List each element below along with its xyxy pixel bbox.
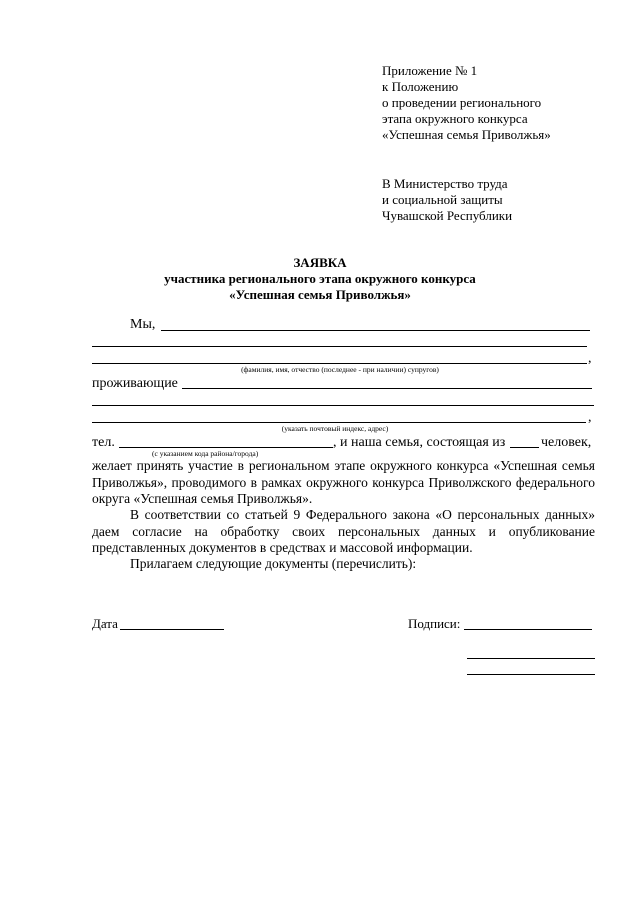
address-field-2[interactable] [92,405,594,406]
documents-paragraph: Прилагаем следующие документы (перечислить): [130,556,417,571]
signature-field-3[interactable] [467,674,595,675]
appendix-line-4: этапа окружного конкурса [382,111,528,126]
address-field-3[interactable] [92,422,586,423]
appendix-line-3: о проведении регионального [382,95,542,110]
persons-text: человек, [541,435,592,450]
appendix-line-1: Приложение № 1 [382,63,478,78]
persons-count-field[interactable] [510,447,539,448]
hint-address: (указать почтовый индекс, адрес) [281,424,389,433]
date-field[interactable] [120,629,224,630]
document-subtitle: участника регионального этапа окружного конкурса [164,271,476,286]
contest-name: «Успешная семья Приволжья» [229,287,411,302]
addressee-line-1: В Министерство труда [382,176,508,191]
residing-label: проживающие [92,376,178,391]
signature-field-2[interactable] [467,658,595,659]
we-label: Мы, [130,317,156,332]
names-field-2[interactable] [92,346,587,347]
signatures-label: Подписи: [408,616,461,631]
tel-label: тел. [92,435,115,450]
participation-paragraph: желает принять участие в региональном этапе окружного конкурса «Успешная семья Приволжья», проводимого в рамках окружного конкурса Приволжского федерального округа «Успешная семья Приволжья». [92,458,595,506]
appendix-line-2: к Положению [382,79,459,94]
family-text: , и наша семья, состоящая из [333,435,506,450]
address-field-1[interactable] [182,388,592,389]
phone-field[interactable] [119,447,333,448]
comma-1: , [588,351,592,366]
appendix-line-5: «Успешная семья Приволжья» [382,127,551,142]
names-field-3[interactable] [92,363,587,364]
names-field-1[interactable] [161,330,590,331]
hint-names: (фамилия, имя, отчество (последнее - при наличии) супругов) [241,365,439,374]
signature-field-1[interactable] [464,629,592,630]
addressee-line-2: и социальной защиты [382,192,503,207]
consent-paragraph: В соответствии со статьей 9 Федерального закона «О персональных данных» даем согласие на обработку своих персональных данных и опубликование представленных документов в средствах и массовой информации. [92,507,595,555]
comma-2: , [588,410,592,425]
hint-phone: (с указанием кода района/города) [152,449,259,458]
document-title: ЗАЯВКА [293,255,347,270]
addressee-line-3: Чувашской Республики [382,208,513,223]
date-label: Дата [92,616,118,631]
